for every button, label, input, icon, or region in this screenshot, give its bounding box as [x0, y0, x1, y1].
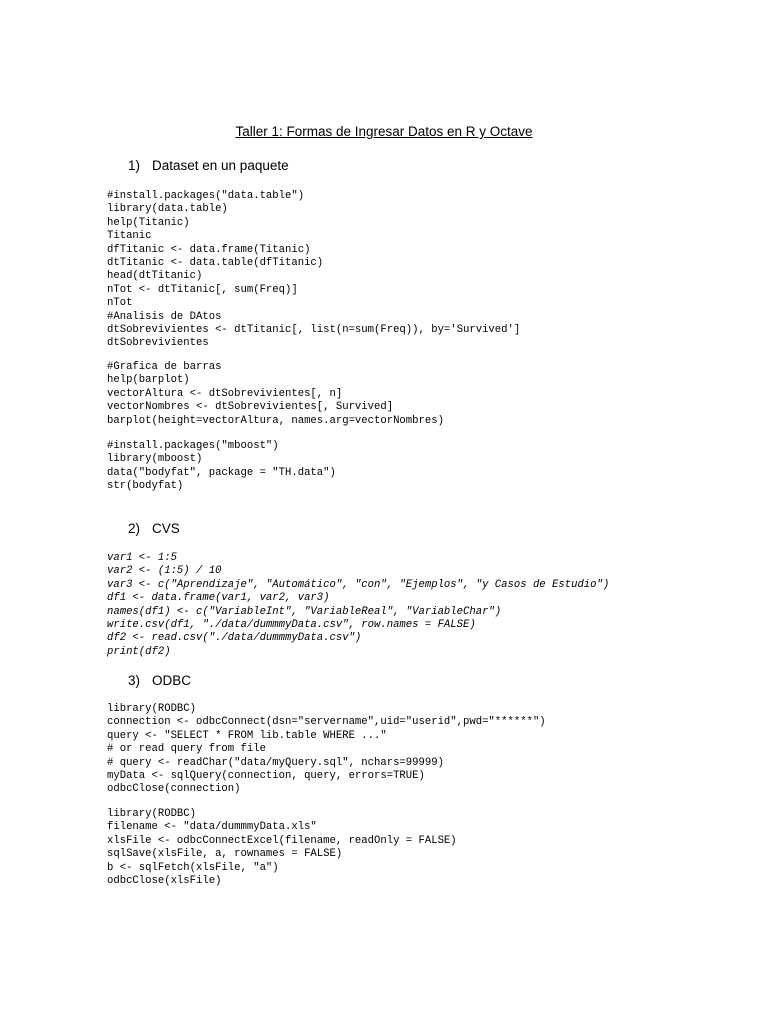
code-line: xlsFile <- odbcConnectExcel(filename, readOnly = FALSE) [107, 834, 457, 847]
code-line: library(RODBC) [107, 703, 197, 715]
code-block [107, 440, 336, 494]
section-heading-text: Dataset en un paquete [152, 158, 289, 173]
code-line: barplot(height=vectorAltura, names.arg=vectorNombres) [107, 414, 444, 427]
code-line: #install.packages("mboost") [107, 440, 279, 452]
section-number: 1) [128, 158, 141, 173]
code-line: dtSobrevivientes <- dtTitanic[, list(n=sum(Freq)), by='Survived'] [107, 323, 521, 336]
code-line: nTot [107, 297, 133, 310]
code-line: var1 <- 1:5 [107, 552, 177, 564]
code-line: dfTitanic <- data.frame(Titanic) [107, 243, 311, 256]
page-title [0, 123, 768, 141]
code-line: nTot <- dtTitanic[, sum(Freq)] [107, 283, 298, 296]
code-line: var2 <- (1:5) / 10 [107, 565, 222, 578]
code-line: # or read query from file [107, 743, 266, 756]
code-line: dtSobrevivientes [107, 337, 209, 350]
code-line: str(bodyfat) [107, 480, 184, 493]
code-line: #Analisis de DAtos [107, 310, 222, 323]
section-heading-cvs [128, 520, 180, 538]
code-line: filename <- "data/dummmyData.xls" [107, 821, 317, 834]
code-line: library(data.table) [107, 203, 228, 216]
code-line: names(df1) <- c("VariableInt", "VariableReal", "VariableChar") [107, 605, 502, 618]
code-block [107, 361, 444, 428]
code-line: var3 <- c("Aprendizaje", "Automático", "con", "Ejemplos", "y Casos de Estudio") [107, 578, 610, 591]
code-line: sqlSave(xlsFile, a, rownames = FALSE) [107, 848, 343, 861]
code-block [107, 703, 546, 797]
code-line: #install.packages("data.table") [107, 190, 305, 202]
code-line: df2 <- read.csv("./data/dummmyData.csv") [107, 632, 362, 645]
section-heading-text: ODBC [152, 673, 192, 688]
code-line: help(Titanic) [107, 216, 190, 229]
code-line: dtTitanic <- data.table(dfTitanic) [107, 256, 324, 269]
code-line: vectorAltura <- dtSobrevivientes[, n] [107, 387, 343, 400]
code-line: print(df2) [107, 645, 171, 658]
code-line: write.csv(df1, "./data/dummmyData.csv", row.names = FALSE) [107, 618, 476, 631]
code-line: odbcClose(connection) [107, 783, 241, 796]
code-line: Titanic [107, 230, 152, 243]
code-line: myData <- sqlQuery(connection, query, errors=TRUE) [107, 769, 425, 782]
code-line: data("bodyfat", package = "TH.data") [107, 466, 336, 479]
code-line: connection <- odbcConnect(dsn="servername",uid="userid",pwd="******") [107, 716, 546, 729]
code-line: head(dtTitanic) [107, 270, 203, 283]
section-heading-odbc [128, 672, 191, 690]
section-number: 2) [128, 521, 141, 536]
code-block [107, 552, 609, 659]
code-line: library(mboost) [107, 453, 203, 466]
code-line: df1 <- data.frame(var1, var2, var3) [107, 592, 330, 605]
code-line: vectorNombres <- dtSobrevivientes[, Survived] [107, 401, 394, 414]
code-line: b <- sqlFetch(xlsFile, "a") [107, 861, 279, 874]
code-line: library(RODBC) [107, 808, 197, 820]
page-title-text: Taller 1: Formas de Ingresar Datos en R y Octave [235, 124, 533, 139]
section-heading-text: CVS [152, 521, 180, 536]
code-block [107, 190, 520, 351]
section-number: 3) [128, 673, 141, 688]
section-heading-dataset [128, 157, 289, 175]
code-line: query <- "SELECT * FROM lib.table WHERE ..." [107, 729, 387, 742]
code-line: odbcClose(xlsFile) [107, 874, 222, 887]
code-line: help(barplot) [107, 374, 190, 387]
code-line: #Grafica de barras [107, 361, 222, 373]
code-block [107, 808, 457, 888]
code-line: # query <- readChar("data/myQuery.sql", nchars=99999) [107, 756, 444, 769]
